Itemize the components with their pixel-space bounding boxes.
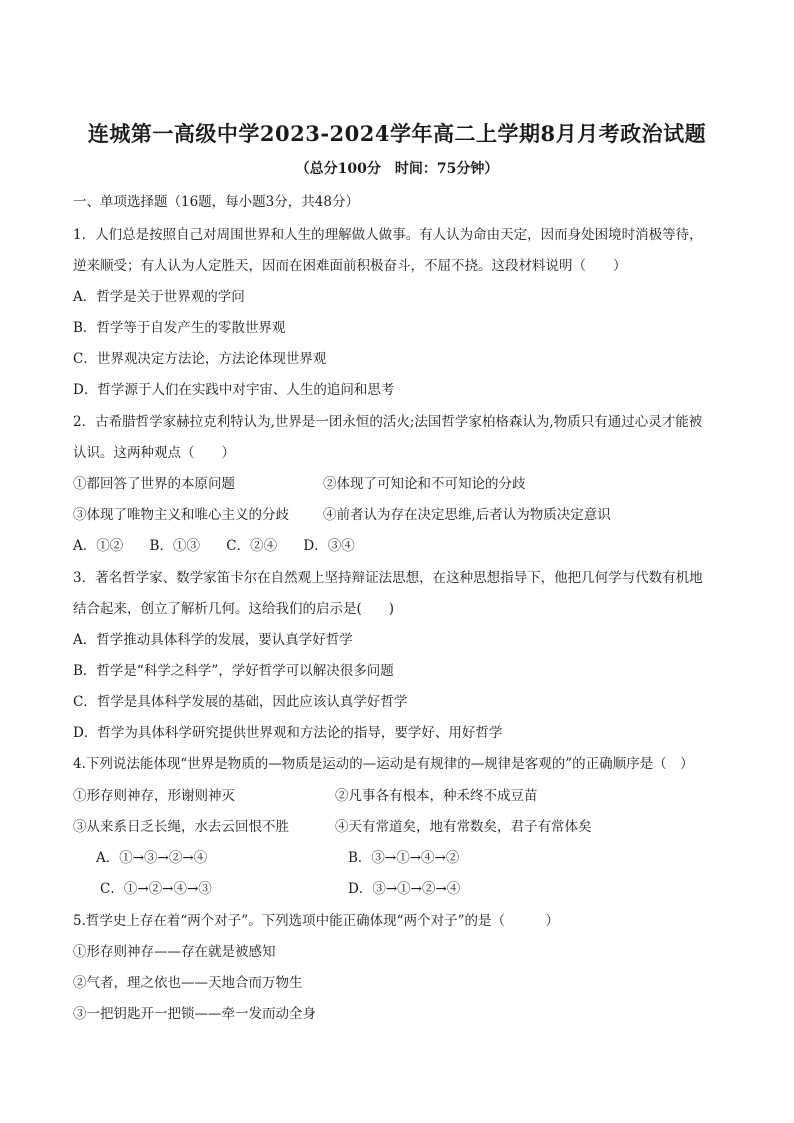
q4-item-2: ②凡事各有根本，种禾终不成豆苗 — [335, 788, 538, 804]
q2-choice-a: A．①② — [73, 538, 124, 554]
q3-stem-line2: 结合起来，创立了解析几何。这给我们的启示是( ) — [73, 601, 395, 617]
q4-item-4: ④天有常道矣，地有常数矣，君子有常体矣 — [335, 819, 592, 835]
section-heading: 一、单项选择题（16题，每小题3分，共48分） — [73, 194, 359, 210]
q4-stem: 4.下列说法能体现“世界是物质的—物质是运动的—运动是有规律的—规律是客观的”的正确顺序是（ ） — [73, 756, 694, 772]
q3-option-d: D．哲学为具体科学研究提供世界观和方法论的指导，要学好、用好哲学 — [73, 725, 503, 741]
q4-item-1: ①形存则神存，形谢则神灭 — [73, 788, 235, 804]
page-subtitle: （总分100分 时间：75分钟） — [295, 161, 499, 177]
q1-option-d: D．哲学源于人们在实践中对宇宙、人生的追问和思考 — [73, 382, 395, 398]
q1-stem-line1: 1．人们总是按照自己对周围世界和人生的理解做人做事。有人认为命由天定，因而身处困境时消极等待， — [73, 227, 703, 243]
q1-option-c: C．世界观决定方法论，方法论体现世界观 — [73, 351, 327, 367]
q2-stem-line2: 认识。这两种观点（ ） — [73, 445, 235, 461]
q4-choice-d: D．③→①→②→④ — [348, 881, 461, 897]
q5-stem: 5.哲学史上存在着“两个对子”。下列选项中能正确体现“两个对子”的是（ ） — [73, 913, 559, 929]
q5-item-1: ①形存则神存——存在就是被感知 — [73, 944, 276, 960]
q4-choice-b: B．③→①→④→② — [348, 850, 460, 866]
q2-choice-b: B．①③ — [149, 538, 200, 554]
q1-option-a: A．哲学是关于世界观的学问 — [73, 289, 245, 305]
q2-item-1: ①都回答了世界的本原问题 — [73, 476, 235, 492]
q1-stem-line2: 逆来顺受；有人认为人定胜天，因而在困难面前积极奋斗，不屈不挠。这段材料说明（ ） — [73, 258, 627, 274]
q2-choices — [73, 536, 377, 556]
q2-choice-c: C．②④ — [226, 538, 278, 554]
q4-choice-a: A．①→③→②→④ — [96, 850, 208, 866]
q2-item-3: ③体现了唯物主义和唯心主义的分歧 — [73, 507, 289, 523]
q3-option-a: A．哲学推动具体科学的发展，要认真学好哲学 — [73, 632, 353, 648]
q1-option-b: B．哲学等于自发产生的零散世界观 — [73, 320, 286, 336]
q2-stem-line1: 2．古希腊哲学家赫拉克利特认为,世界是一团永恒的活火;法国哲学家柏格森认为,物质只有通过心灵才能被 — [73, 414, 703, 430]
q3-option-c: C．哲学是具体科学发展的基础，因此应该认真学好哲学 — [73, 694, 408, 710]
q2-choice-d: D．③④ — [303, 538, 355, 554]
q2-item-4: ④前者认为存在决定思维,后者认为物质决定意识 — [323, 507, 611, 523]
page-title: 连城第一高级中学2023-2024学年高二上学期8月月考政治试题 — [87, 121, 707, 146]
q2-item-2: ②体现了可知论和不可知论的分歧 — [323, 476, 526, 492]
q4-item-3: ③从来系日乏长绳，水去云回恨不胜 — [73, 819, 289, 835]
q5-item-2: ②气者，理之依也——天地合而万物生 — [73, 975, 303, 991]
q3-stem-line1: 3．著名哲学家、数学家笛卡尔在自然观上坚持辩证法思想，在这种思想指导下，他把几何学与代数有机地 — [73, 570, 703, 586]
q3-option-b: B．哲学是“科学之科学”，学好哲学可以解决很多问题 — [73, 663, 394, 679]
q4-choice-c: C．①→②→④→③ — [100, 881, 212, 897]
q5-item-3: ③一把钥匙开一把锁——牵一发而动全身 — [73, 1006, 316, 1022]
